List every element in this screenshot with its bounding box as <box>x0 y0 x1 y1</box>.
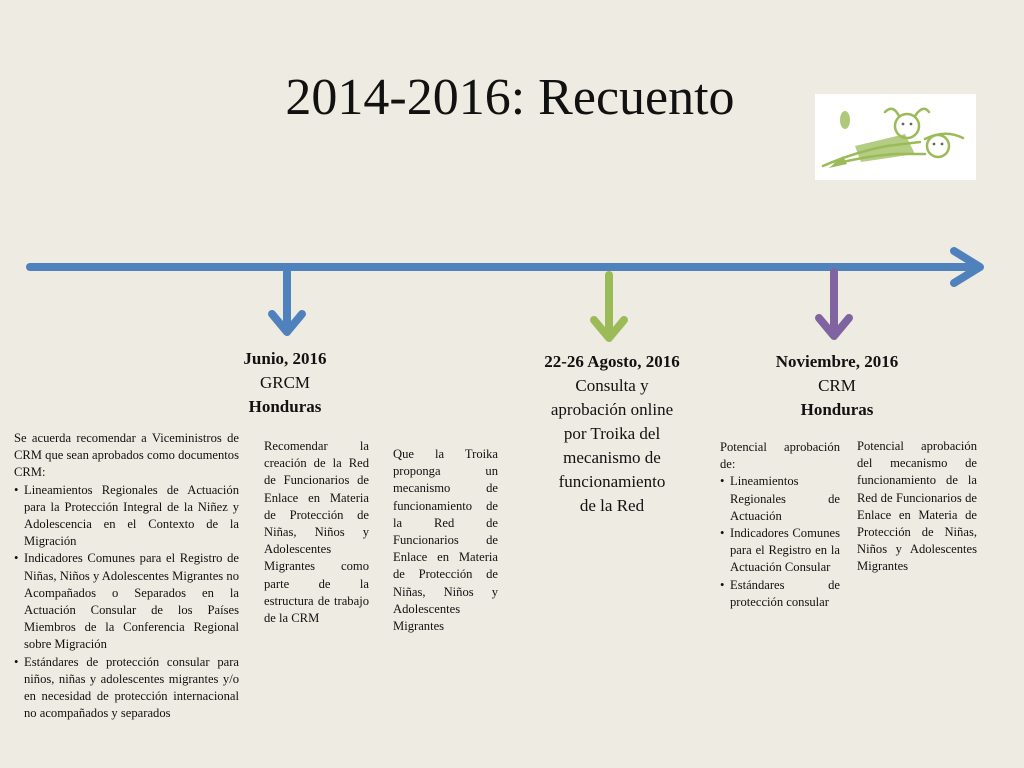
note-june-left-intro: Se acuerda recomendar a Viceministros de CRM que sean aprobados como documentos CRM: <box>14 431 239 480</box>
note-june-right: Recomendar la creación de la Red de Funcionarios de Enlace en Materia de Protección de Niñas, Niños y Adolescentes Migrantes como parte de la estructura de trabajo de la CRM <box>264 439 369 626</box>
note-august-left: Que la Troika proponga un mecanismo de funcionamiento de la Red de Funcionarios de Enlace en Materia de Protección de Niñas, Niños y Adolescentes Migrantes <box>393 447 498 634</box>
list-item: • Lineamientos Regionales de Actuación para la Protección Integral de la Niñez y Adolescencia en el Contexto de la Migración <box>14 482 239 551</box>
event-august-line: mecanismo de <box>563 448 661 467</box>
note-november-left-list <box>720 473 840 611</box>
event-august-date: 22-26 Agosto, 2016 <box>544 352 680 371</box>
event-june-body: GRCM <box>259 373 311 392</box>
event-november <box>752 350 922 422</box>
arrow-june <box>272 272 302 332</box>
arrow-november <box>819 272 849 336</box>
note-june-left <box>14 430 239 722</box>
event-june-place: Honduras <box>248 397 322 416</box>
event-august-line: por Troika del <box>563 424 661 443</box>
list-item: • Estándares de protección consular para niños, niñas y adolescentes migrantes y/o en necesidad de protección internacional no acompañados y separados <box>14 654 239 723</box>
event-november-date: Noviembre, 2016 <box>775 352 899 371</box>
arrow-august <box>594 275 624 338</box>
event-june-date: Junio, 2016 <box>243 349 327 368</box>
note-november-left <box>720 439 840 611</box>
page-title: 2014-2016: Recuento <box>285 69 735 126</box>
event-november-body: CRM <box>818 376 856 395</box>
note-november-right: Potencial aprobación del mecanismo de funcionamiento de la Red de Funcionarios de Enlace en Materia de Protección de Niñas, Niños y Adolescentes Migrantes <box>857 439 977 574</box>
note-november-left-intro: Potencial aprobación de: <box>720 440 840 472</box>
event-november-place: Honduras <box>800 400 874 419</box>
note-june-left-list <box>14 482 239 723</box>
event-august-line: funcionamiento <box>558 472 666 491</box>
event-august-line: aprobación online <box>550 400 674 419</box>
list-item: • Indicadores Comunes para el Registro de Niñas, Niños y Adolescentes Migrantes no Acompañados o Separados en la Actuación Consular de los Países Miembros de la Conferencia Regional sobre Migración <box>14 550 239 653</box>
event-june <box>210 347 360 419</box>
event-august <box>520 350 704 518</box>
list-item: • Indicadores Comunes para el Registro en la Actuación Consular <box>720 525 840 577</box>
list-item: • Estándares de protección consular <box>720 577 840 611</box>
event-august-line: de la Red <box>579 496 645 515</box>
list-item: • Lineamientos Regionales de Actuación <box>720 473 840 525</box>
event-august-line: Consulta y <box>575 376 649 395</box>
